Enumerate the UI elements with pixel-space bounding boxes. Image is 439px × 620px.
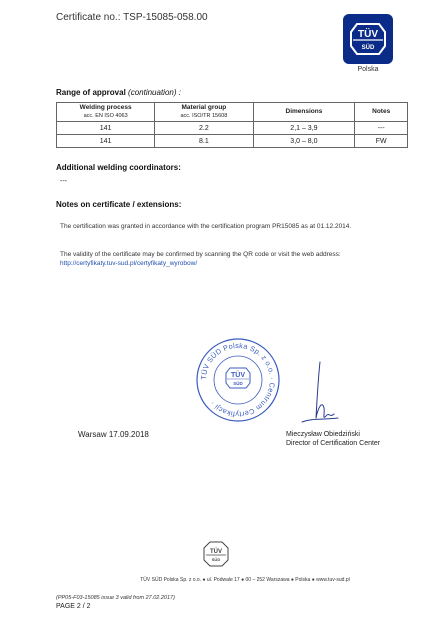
logo-text-bottom: SÜD bbox=[361, 45, 375, 51]
cell-dimensions: 2,1 – 3,9 bbox=[253, 122, 355, 135]
approval-table bbox=[56, 102, 408, 148]
col-notes bbox=[355, 103, 408, 122]
svg-text:TÜV SÜD Polska Sp. z o.o. · Ce bbox=[199, 341, 277, 419]
cell-process: 141 bbox=[57, 122, 155, 135]
notes-paragraph-2: The validity of the certificate may be confirmed by scanning the QR code or visit the web address: bbox=[60, 251, 341, 258]
col-sub: acc. ISO/TR 15608 bbox=[180, 113, 228, 119]
cell-material: 8.1 bbox=[155, 135, 253, 148]
stamp-center-top: TÜV bbox=[231, 372, 245, 379]
range-title-suffix: (continuation) : bbox=[128, 88, 181, 97]
certificate-number: Certificate no.: TSP-15085-058.00 bbox=[56, 12, 208, 23]
col-label: Dimensions bbox=[285, 108, 323, 115]
cell-dimensions: 3,0 – 8,0 bbox=[253, 135, 355, 148]
cell-material: 2.2 bbox=[155, 122, 253, 135]
signer-name: Mieczysław Obiedziński bbox=[286, 431, 360, 438]
signer-block bbox=[286, 430, 380, 448]
tuv-sud-logo bbox=[338, 14, 398, 73]
table-row bbox=[57, 135, 408, 148]
coordinators-title: Additional welding coordinators: bbox=[56, 163, 181, 172]
col-sub: acc. EN ISO 4063 bbox=[83, 113, 128, 119]
range-of-approval-title bbox=[56, 88, 181, 97]
stamp-ring-text: TÜV SÜD Polska Sp. z o.o. · Centrum Certyfikacji · bbox=[198, 340, 278, 420]
certificate-verify-link[interactable]: http://certyfikaty.tuv-sud.pl/certyfikaty_wyrobow/ bbox=[60, 260, 198, 267]
cell-notes: FW bbox=[355, 135, 408, 148]
coordinators-value: --- bbox=[60, 178, 67, 185]
range-title-text: Range of approval bbox=[56, 88, 126, 97]
col-material-group bbox=[155, 103, 253, 122]
footer-logo-bottom: SÜD bbox=[211, 557, 221, 562]
footer-logo-icon bbox=[200, 538, 232, 570]
col-label: Material group bbox=[181, 104, 227, 111]
col-label: Notes bbox=[372, 108, 391, 115]
handwritten-signature bbox=[282, 360, 342, 430]
cell-process: 141 bbox=[57, 135, 155, 148]
footer-logo-top: TÜV bbox=[210, 549, 222, 555]
stamp-center-bottom: SÜD bbox=[233, 381, 243, 386]
cell-notes: --- bbox=[355, 122, 408, 135]
logo-text-top: TÜV bbox=[358, 29, 378, 40]
notes-paragraph-1: The certification was granted in accordance with the certification program PR15085 as at 01.12.2014. bbox=[60, 223, 352, 230]
logo-country: Polska bbox=[357, 66, 379, 73]
footer-address: TÜV SÜD Polska Sp. z o.o. ● ul. Podwale 17 ● 00 – 252 Warszawa ● Polska ● www.tuv-sud.pl bbox=[140, 577, 350, 583]
col-label: Welding process bbox=[79, 104, 132, 111]
signer-title: Director of Certification Center bbox=[286, 440, 381, 447]
place-and-date: Warsaw 17.09.2018 bbox=[78, 430, 149, 439]
form-id: (PP05-F03-15085 issue 3 valid from 27.02.2017) bbox=[56, 595, 175, 601]
official-stamp bbox=[195, 337, 281, 423]
table-row bbox=[57, 122, 408, 135]
col-dimensions bbox=[253, 103, 355, 122]
col-welding-process bbox=[57, 103, 155, 122]
logo-octagon-icon bbox=[343, 14, 393, 64]
logo-badge bbox=[343, 14, 393, 64]
page-number: PAGE 2 / 2 bbox=[56, 603, 91, 610]
notes-title: Notes on certificate / extensions: bbox=[56, 200, 182, 209]
table-header-row bbox=[57, 103, 408, 122]
